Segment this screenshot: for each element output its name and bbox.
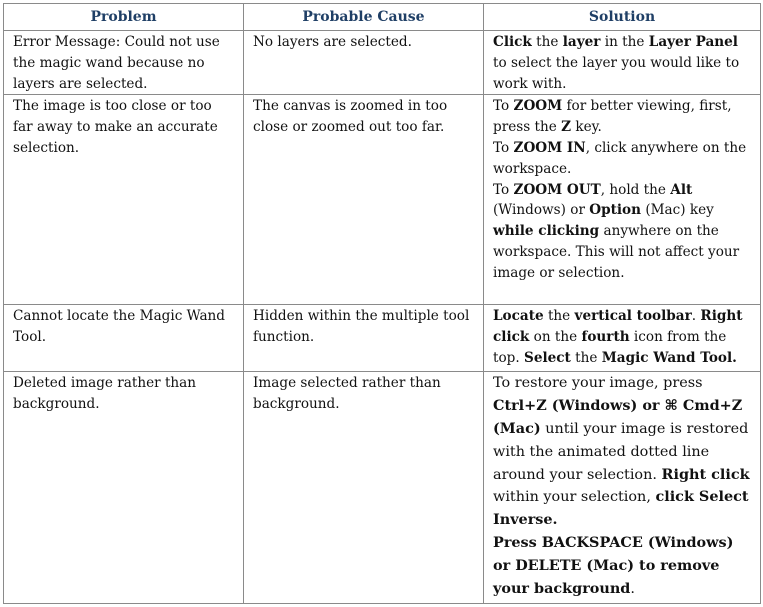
solution-cell bbox=[484, 372, 761, 604]
solution-cell: Locate the vertical toolbar. Right click on the fourth icon from the top. Select the Magic Wand Tool. bbox=[484, 305, 761, 372]
solution-cell bbox=[484, 95, 761, 305]
problem-cell: Cannot locate the Magic Wand Tool. bbox=[4, 305, 244, 372]
solution-line: To ZOOM IN, click anywhere on the workspace. bbox=[493, 139, 747, 177]
problem-cell: The image is too close or too far away to make an accurate selection. bbox=[4, 95, 244, 305]
problem-cell: Error Message: Could not use the magic wand because no layers are selected. bbox=[4, 31, 244, 95]
problem-cell: Deleted image rather than background. bbox=[4, 372, 244, 604]
troubleshooting-table bbox=[3, 3, 761, 604]
cause-cell: The canvas is zoomed in too close or zoomed out too far. bbox=[244, 95, 484, 305]
table-header-row bbox=[4, 4, 761, 31]
table-row bbox=[4, 305, 761, 372]
cause-cell: Hidden within the multiple tool function. bbox=[244, 305, 484, 372]
solution-line: To restore your image, press Ctrl+Z (Windows) or ⌘ Cmd+Z (Mac) until your image is restored with the animated dotted line around your selection. Right click within your selection, click Select Inverse. bbox=[493, 375, 750, 529]
header-solution: Solution bbox=[484, 4, 761, 31]
table-row bbox=[4, 31, 761, 95]
solution-line: Press BACKSPACE (Windows) or DELETE (Mac) to remove your background. bbox=[493, 533, 734, 597]
header-probable-cause: Probable Cause bbox=[244, 4, 484, 31]
cause-cell: Image selected rather than background. bbox=[244, 372, 484, 604]
solution-line: To ZOOM OUT, hold the Alt (Windows) or Option (Mac) key while clicking anywhere on the workspace. This will not affect your image or selection. bbox=[493, 181, 740, 281]
header-problem: Problem bbox=[4, 4, 244, 31]
solution-line: To ZOOM for better viewing, first, press the Z key. bbox=[493, 98, 732, 136]
table-row bbox=[4, 372, 761, 604]
cause-cell: No layers are selected. bbox=[244, 31, 484, 95]
solution-cell: Click the layer in the Layer Panel to select the layer you would like to work with. bbox=[484, 31, 761, 95]
table-row bbox=[4, 95, 761, 305]
